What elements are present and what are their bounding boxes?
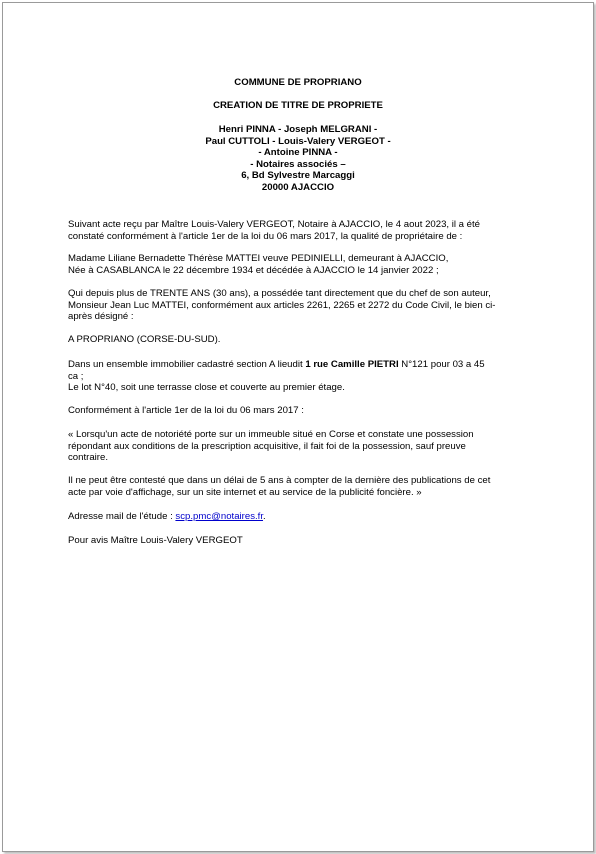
signature: Pour avis Maître Louis-Valery VERGEOT [68, 535, 243, 546]
paragraph-owner [68, 253, 528, 276]
text-line: Suivant acte reçu par Maître Louis-Valery VERGEOT, Notaire à AJACCIO, le 4 aout 2023, il a été [68, 219, 481, 230]
text-line: Madame Liliane Bernadette Thérèse MATTEI veuve PEDINIELLI, demeurant à AJACCIO, [68, 253, 449, 264]
paragraph-email [68, 511, 528, 523]
notaries-line: 6, Bd Sylvestre Marcaggi [241, 170, 355, 182]
paragraph-location [68, 334, 528, 346]
text-line [68, 359, 528, 371]
notaries-block [0, 124, 596, 194]
notaries-line: - Notaires associés – [250, 158, 346, 170]
paragraph-quote-2 [68, 475, 528, 498]
email-suffix: . [263, 511, 266, 522]
paragraph-law-reference [68, 405, 528, 417]
notaries-line: - Antoine PINNA - [258, 147, 338, 159]
text-line: Monsieur Jean Luc MATTEI, conformément aux articles 2261, 2265 et 2272 du Code Civil, le bien ci- [68, 299, 496, 311]
text-line: Le lot N°40, soit une terrasse close et couverte au premier étage. [68, 382, 345, 394]
text-span: Dans un ensemble immobilier cadastré section A lieudit [68, 359, 306, 370]
notaries-line: 20000 AJACCIO [261, 181, 335, 193]
text-line: après désigné : [68, 311, 134, 323]
text-line: Qui depuis plus de TRENTE ANS (30 ans), a possédée tant directement que du chef de son auteur, [68, 288, 491, 299]
text-line: « Lorsqu'un acte de notoriété porte sur un immeuble situé en Corse et constate une possession [68, 429, 474, 440]
text-line: contraire. [68, 452, 108, 464]
text-line: A PROPRIANO (CORSE-DU-SUD). [68, 334, 221, 345]
document-title: CREATION DE TITRE DE PROPRIETE [213, 100, 383, 111]
paragraph-property [68, 359, 528, 394]
text-span: N°121 pour 03 a 45 [398, 359, 485, 370]
text-line: constaté conformément à l'article 1er de la loi du 06 mars 2017, la qualité de propriétaire de : [68, 230, 463, 242]
text-line: Conformément à l'article 1er de la loi du 06 mars 2017 : [68, 405, 304, 416]
notaries-line: Henri PINNA - Joseph MELGRANI - [218, 124, 378, 135]
email-link[interactable]: scp.pmc@notaires.fr [175, 511, 264, 522]
text-line: acte par voie d'affichage, sur un site internet et au service de la publicité foncière. » [68, 486, 422, 498]
text-line: ca ; [68, 370, 84, 382]
address-bold: 1 rue Camille PIETRI [305, 359, 399, 370]
text-line: répondant aux conditions de la prescription acquisitive, il fait foi de la possession, sauf preuve [68, 440, 466, 452]
commune-heading: COMMUNE DE PROPRIANO [234, 77, 362, 88]
text-line: Née à CASABLANCA le 22 décembre 1934 et décédée à AJACCIO le 14 janvier 2022 ; [68, 264, 439, 276]
paragraph-deed [68, 219, 528, 242]
notaries-line: Paul CUTTOLI - Louis-Valery VERGEOT - [205, 135, 391, 147]
paragraph-possession [68, 288, 528, 323]
text-line: Il ne peut être contesté que dans un délai de 5 ans à compter de la dernière des publications de cet [68, 475, 491, 486]
email-label: Adresse mail de l'étude : [68, 511, 176, 522]
paragraph-quote-1 [68, 429, 528, 464]
